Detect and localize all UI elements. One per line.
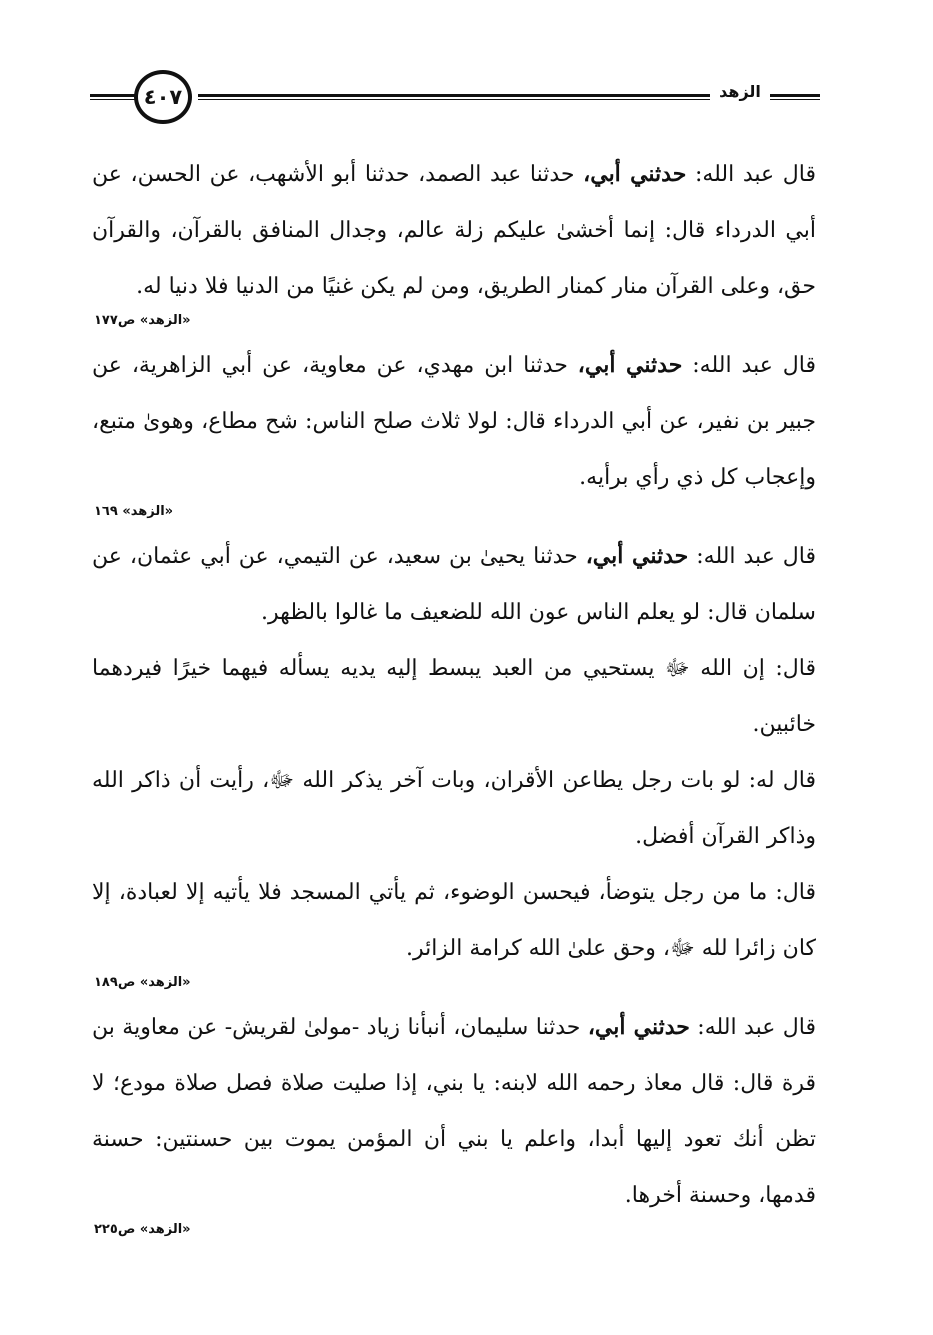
paragraph-text: قال له: لو بات رجل يطاعن الأقران، وبات آخر يذكر الله ﷻ، رأيت أن ذاكر الله وذاكر القرآن أفضل. [92,768,816,849]
narrator-bold: حدثني أبي، [577,352,683,378]
page-number: ٤٠٧ [143,85,183,109]
paragraph-text: حدثنا سليمان، أنبأنا زياد -مولىٰ لقريش- عن معاوية بن قرة قال: قال معاذ رحمه الله لابنه: يا بني، إذا صليت صلاة فصل صلاة مودع؛ لا تظن أنك تعود إليها أبدا، واعلم يا بني أن المؤمن يموت بين حسنتين: حسنة قدمها، وحسنة أخرها. [92,1015,816,1208]
paragraph [92,641,816,753]
narrator-bold: حدثني أبي، [583,161,687,187]
source-reference: «الزهد» ص١٨٩ [94,975,191,990]
paragraph-text: قال: ما من رجل يتوضأ، فيحسن الوضوء، ثم يأتي المسجد فلا يأتيه إلا لعبادة، إلا كان زائرا لله ﷻ، وحق علىٰ الله كرامة الزائر. [92,880,816,961]
paragraph-text: حدثنا يحيىٰ بن سعيد، عن التيمي، عن أبي عثمان، عن سلمان قال: لو يعلم الناس عون الله للضعيف ما غالوا بالظهر. [92,544,816,625]
narrator-prefix: قال عبد الله: [689,1015,816,1040]
header-rule-right [770,94,820,100]
narration-block [92,146,816,331]
source-reference: «الزهد» ص١٧٧ [94,313,191,328]
narrator-prefix: قال عبد الله: [688,544,816,569]
source-reference: «الزهد» ١٦٩ [94,504,174,519]
header-rule-left [90,94,136,100]
paragraph [92,999,816,1224]
source-reference: «الزهد» ص٢٢٥ [94,1222,191,1237]
paragraph [92,865,816,977]
narrator-bold: حدثني أبي، [587,1014,690,1040]
paragraph-text: حدثنا عبد الصمد، حدثنا أبو الأشهب، عن الحسن، عن أبي الدرداء قال: إنما أخشىٰ عليكم زلة عالم، وجدال المنافق بالقرآن، والقرآن حق، وعلى القرآن منار كمنار الطريق، ومن لم يكن غنيًا من الدنيا فلا دنيا له. [92,162,816,299]
narrator-prefix: قال عبد الله: [686,162,816,187]
paragraph-text: قال: إن الله ﷻ يستحيي من العبد يبسط إليه يديه يسأله فيهما خيرًا فيردهما خائبين. [92,656,816,737]
narration-block [92,999,816,1240]
paragraph [92,146,816,315]
narrator-bold: حدثني أبي، [585,543,689,569]
paragraph [92,753,816,865]
paragraph-text: حدثنا ابن مهدي، عن معاوية، عن أبي الزاهرية، عن جبير بن نفير، عن أبي الدرداء قال: لولا ثلاث صلح الناس: شح مطاع، وهوىٰ متبع، وإعجاب كل ذي رأي برأيه. [92,353,816,490]
paragraph [92,528,816,641]
page-header [90,68,820,134]
header-rule-middle [198,94,710,100]
narrator-prefix: قال عبد الله: [682,353,817,378]
narration-block [92,337,816,522]
running-title: الزهد [719,82,761,101]
page-body [92,146,816,1246]
narration-block [92,528,816,993]
page-number-badge [134,70,192,124]
paragraph [92,337,816,506]
